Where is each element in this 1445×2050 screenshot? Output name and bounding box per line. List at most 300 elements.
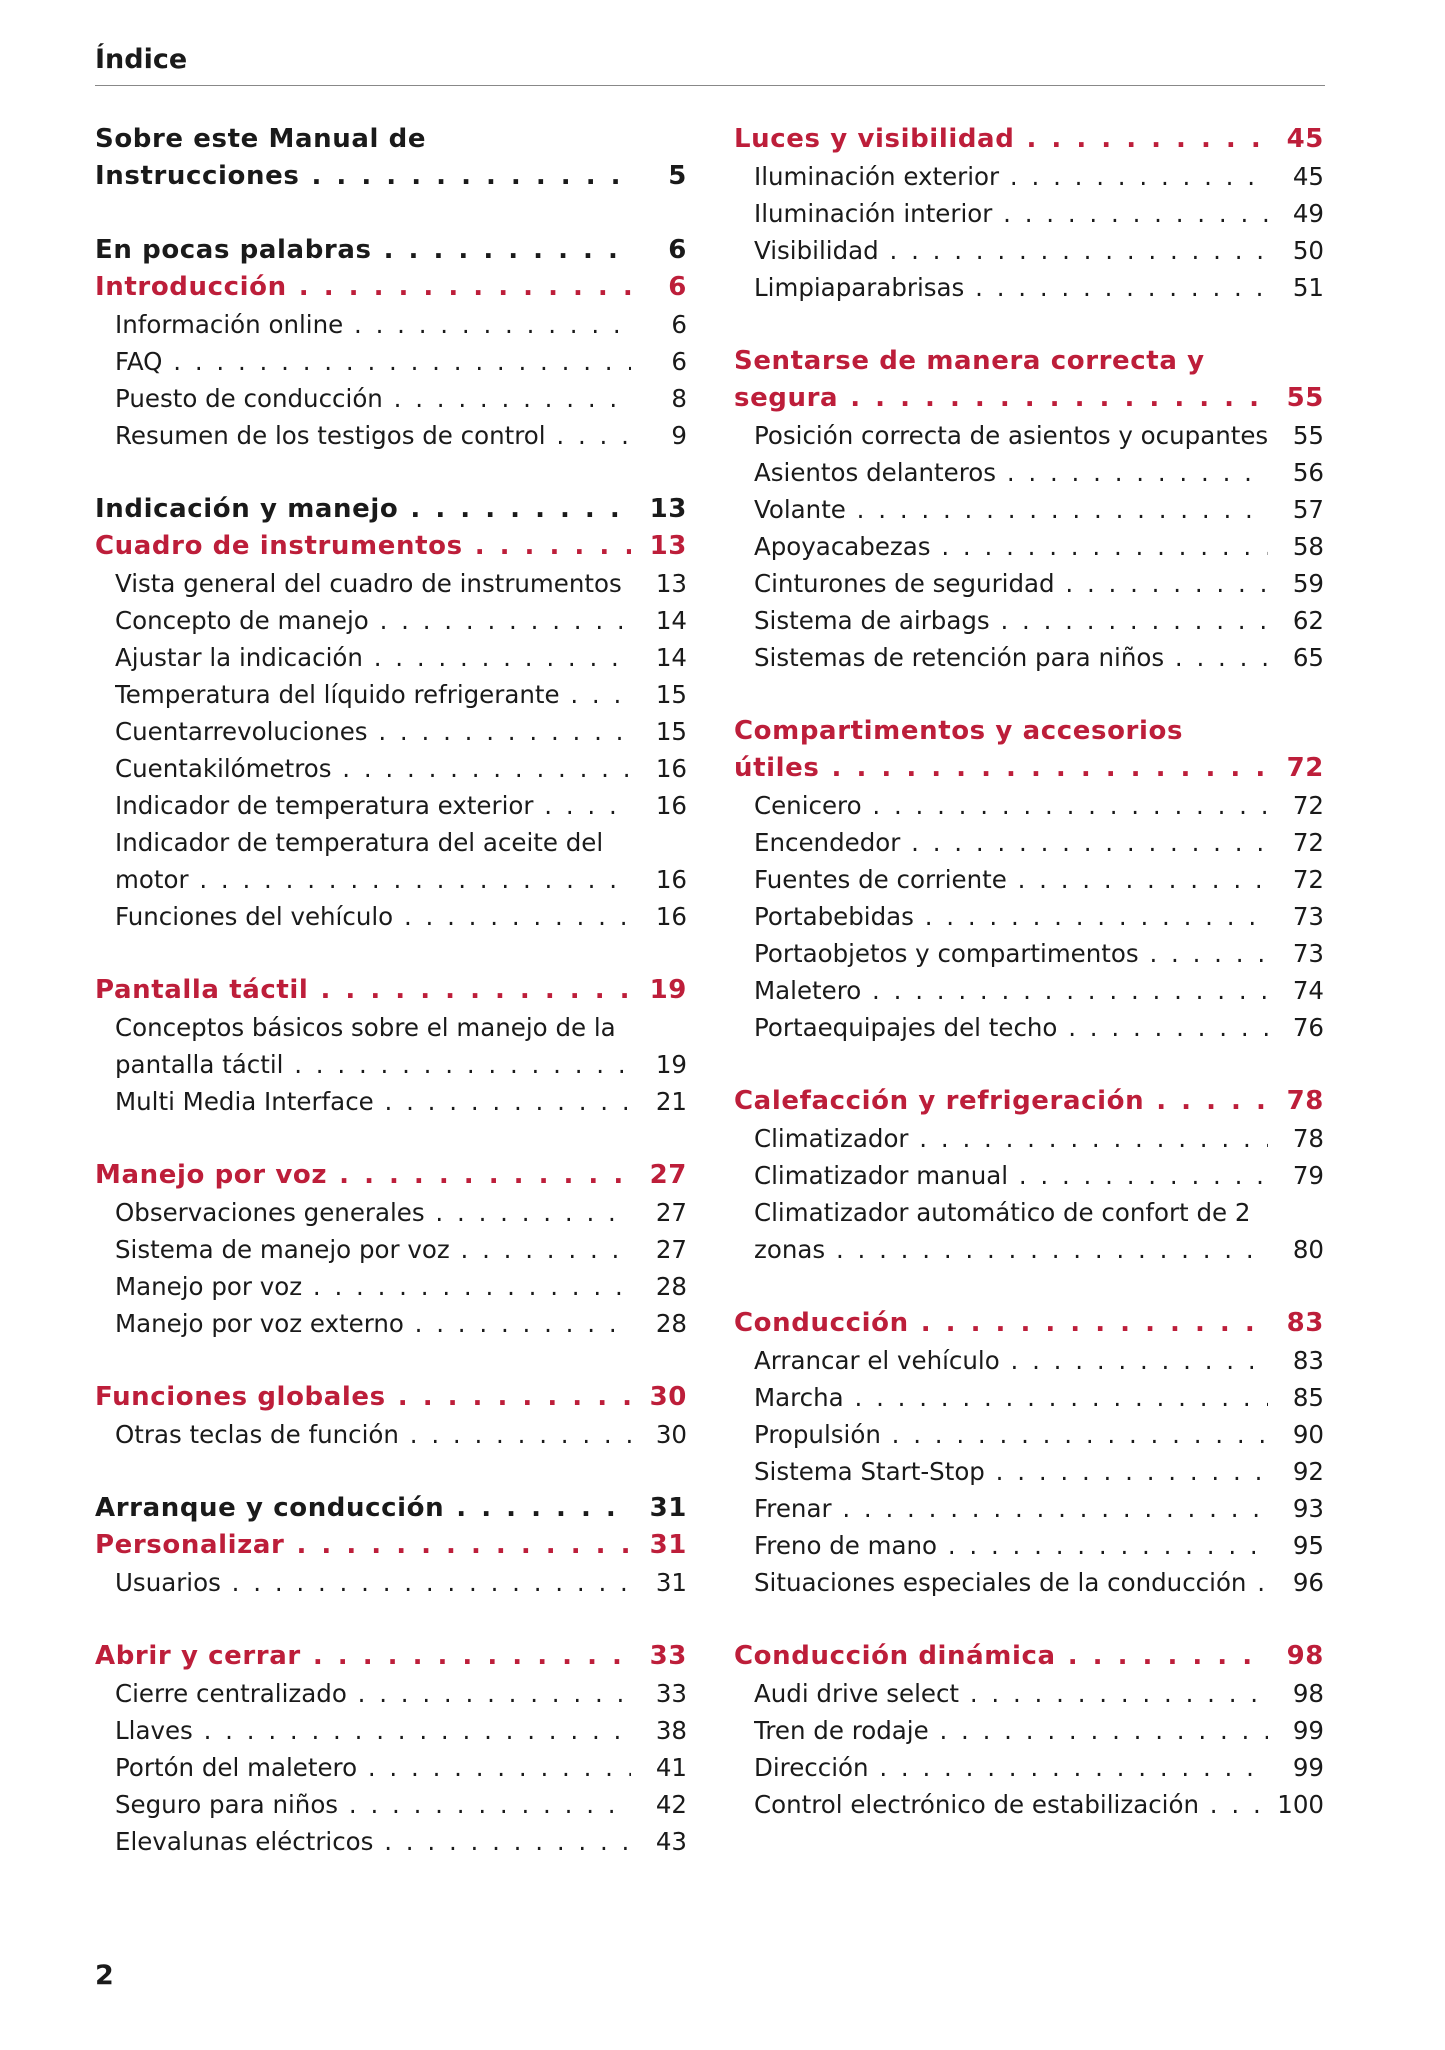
toc-entry-title	[754, 1564, 1268, 1601]
toc-section-entry[interactable]	[95, 380, 687, 417]
toc-entry-title-line: Situaciones especiales de la conducción . . .	[754, 1568, 1268, 1597]
toc-entry-title-line: Dirección . . .	[754, 1753, 1268, 1782]
toc-section-entry[interactable]	[95, 343, 687, 380]
toc-entry-title	[754, 824, 1268, 861]
toc-section-entry[interactable]	[734, 417, 1324, 454]
toc-entry-title-line: Llaves . . .	[115, 1716, 631, 1745]
toc-section-entry[interactable]	[95, 1083, 687, 1120]
toc-entry-title	[754, 528, 1268, 565]
toc-entry-title-line: Multi Media Interface . . .	[115, 1087, 631, 1116]
toc-page-number: 98	[1286, 1641, 1324, 1671]
toc-entry-title	[754, 1490, 1268, 1527]
toc-page-number: 62	[1292, 606, 1324, 635]
toc-spacer	[95, 1601, 687, 1638]
toc-section-entry[interactable]	[95, 1268, 687, 1305]
toc-page-number: 49	[1292, 199, 1324, 228]
toc-entry-title-line: Marcha . . .	[754, 1383, 1268, 1412]
toc-page-number: 13	[655, 569, 687, 598]
toc-section-entry[interactable]	[734, 602, 1324, 639]
toc-section-entry[interactable]	[734, 1453, 1324, 1490]
toc-section-entry[interactable]	[734, 972, 1324, 1009]
toc-section-entry[interactable]	[734, 195, 1324, 232]
toc-entry-title-line: Sobre este Manual de	[95, 124, 427, 154]
toc-page-number: 21	[655, 1087, 687, 1116]
toc-section-entry[interactable]	[95, 898, 687, 935]
toc-entry-title	[115, 1712, 631, 1749]
toc-entry-title-line: Manejo por voz externo . . .	[115, 1309, 631, 1338]
toc-section-entry[interactable]	[734, 1712, 1324, 1749]
toc-entry-title	[95, 121, 631, 195]
toc-section-entry[interactable]	[734, 639, 1324, 676]
toc-entry-title	[115, 343, 631, 380]
toc-section-entry[interactable]	[95, 602, 687, 639]
toc-section-entry[interactable]	[734, 1379, 1324, 1416]
toc-page-number: 42	[655, 1790, 687, 1819]
toc-entry-title	[754, 1009, 1268, 1046]
toc-section-entry[interactable]	[734, 1675, 1324, 1712]
toc-entry-title	[115, 1083, 631, 1120]
toc-entry-title	[754, 417, 1268, 454]
toc-entry-title	[115, 1675, 631, 1712]
toc-page-number: 79	[1292, 1161, 1324, 1190]
toc-entry-title	[115, 306, 631, 343]
toc-section-entry[interactable]	[734, 787, 1324, 824]
toc-entry-title	[754, 1675, 1268, 1712]
toc-entry-title	[754, 1379, 1268, 1416]
toc-page-number: 5	[668, 161, 687, 191]
toc-chapter-entry[interactable]	[95, 528, 687, 565]
toc-right-column	[734, 121, 1324, 1823]
toc-chapter-entry[interactable]	[95, 232, 687, 269]
toc-page-number: 55	[1292, 421, 1324, 450]
toc-page-number: 43	[655, 1827, 687, 1856]
toc-entry-title-line: Manejo por voz . . .	[95, 1160, 631, 1190]
toc-chapter-entry[interactable]	[734, 713, 1324, 787]
toc-chapter-entry[interactable]	[734, 343, 1324, 417]
toc-entry-title-line: Resumen de los testigos de control . . .	[115, 421, 631, 450]
toc-entry-title-line: Sistema de airbags . . .	[754, 606, 1268, 635]
toc-entry-title	[115, 1786, 631, 1823]
toc-entry-title	[754, 1786, 1268, 1823]
toc-page-number: 93	[1292, 1494, 1324, 1523]
toc-entry-title-line: Visibilidad . . .	[754, 236, 1268, 265]
toc-section-entry[interactable]	[95, 1009, 687, 1083]
toc-page-number: 38	[655, 1716, 687, 1745]
toc-entry-title-line: Indicación y manejo . . .	[95, 494, 631, 524]
toc-page-number: 78	[1292, 1124, 1324, 1153]
toc-section-entry[interactable]	[95, 676, 687, 713]
toc-page-number: 33	[649, 1641, 687, 1671]
toc-entry-title-line: Control electrónico de estabilización . . .	[754, 1790, 1268, 1819]
toc-entry-title-line: Sistema Start-Stop . . .	[754, 1457, 1268, 1486]
toc-section-entry[interactable]	[734, 528, 1324, 565]
toc-section-entry[interactable]	[734, 1194, 1324, 1268]
toc-chapter-entry[interactable]	[734, 1083, 1324, 1120]
toc-section-entry[interactable]	[734, 565, 1324, 602]
toc-entry-title	[754, 787, 1268, 824]
toc-section-entry[interactable]	[734, 898, 1324, 935]
toc-chapter-entry[interactable]	[95, 1379, 687, 1416]
toc-spacer	[734, 1268, 1324, 1305]
toc-entry-title	[754, 232, 1268, 269]
toc-entry-title-line: Seguro para niños . . .	[115, 1790, 631, 1819]
toc-section-entry[interactable]	[734, 1342, 1324, 1379]
toc-entry-title	[754, 861, 1268, 898]
toc-section-entry[interactable]	[734, 232, 1324, 269]
toc-page-number: 73	[1292, 939, 1324, 968]
toc-entry-title	[115, 1268, 631, 1305]
toc-entry-title	[754, 1749, 1268, 1786]
toc-entry-title	[95, 1157, 631, 1194]
toc-page-number: 83	[1286, 1308, 1324, 1338]
toc-entry-title-line: Elevalunas eléctricos . . .	[115, 1827, 631, 1856]
toc-spacer	[95, 1342, 687, 1379]
toc-entry-title	[754, 972, 1268, 1009]
toc-spacer	[95, 454, 687, 491]
toc-entry-title-line: Cierre centralizado . . .	[115, 1679, 631, 1708]
toc-page-number: 83	[1292, 1346, 1324, 1375]
toc-page-number: 27	[655, 1198, 687, 1227]
toc-left-column	[95, 121, 687, 1860]
toc-page-number: 55	[1286, 383, 1324, 413]
toc-entry-title	[95, 1638, 631, 1675]
page-title: Índice	[95, 44, 1325, 86]
toc-spacer	[734, 1046, 1324, 1083]
page-number: 2	[95, 1960, 114, 1991]
toc-page-number: 19	[649, 975, 687, 1005]
toc-entry-title	[115, 602, 631, 639]
toc-entry-title	[754, 491, 1268, 528]
toc-page-number: 31	[649, 1530, 687, 1560]
toc-section-entry[interactable]	[95, 417, 687, 454]
toc-entry-title-line: Sentarse de manera correcta y	[734, 346, 1205, 376]
toc-section-entry[interactable]	[95, 1749, 687, 1786]
toc-page-number: 27	[655, 1235, 687, 1264]
toc-entry-title-line: Otras teclas de función . . .	[115, 1420, 631, 1449]
toc-entry-title-line: Volante . . .	[754, 495, 1268, 524]
toc-entry-title	[95, 1490, 631, 1527]
toc-page-number: 74	[1292, 976, 1324, 1005]
toc-entry-title-line: Audi drive select . . .	[754, 1679, 1268, 1708]
toc-page-number: 57	[1292, 495, 1324, 524]
toc-entry-title	[95, 1527, 631, 1564]
toc-section-entry[interactable]	[95, 1194, 687, 1231]
toc-entry-title-line: Posición correcta de asientos y ocupantes . . .	[754, 421, 1268, 450]
toc-entry-title-line: Conducción . . .	[734, 1308, 1268, 1338]
toc-chapter-entry[interactable]	[95, 1527, 687, 1564]
toc-page-number: 28	[655, 1272, 687, 1301]
toc-entry-title	[754, 898, 1268, 935]
toc-page-number: 95	[1292, 1531, 1324, 1560]
toc-section-entry[interactable]	[95, 306, 687, 343]
toc-page-number: 72	[1292, 791, 1324, 820]
toc-entry-title-line: Limpiaparabrisas . . .	[754, 273, 1268, 302]
toc-entry-title	[95, 269, 631, 306]
toc-entry-title-line: Portaobjetos y compartimentos . . .	[754, 939, 1268, 968]
toc-page-number: 13	[649, 494, 687, 524]
toc-entry-title	[115, 417, 631, 454]
toc-entry-title-line: Vista general del cuadro de instrumentos . . .	[115, 569, 631, 598]
toc-page-number: 78	[1286, 1086, 1324, 1116]
toc-chapter-entry[interactable]	[95, 1638, 687, 1675]
toc-entry-title	[754, 1157, 1268, 1194]
toc-section-entry[interactable]	[734, 1527, 1324, 1564]
toc-spacer	[734, 1601, 1324, 1638]
toc-chapter-entry[interactable]	[95, 269, 687, 306]
toc-entry-title-line: Encendedor . . .	[754, 828, 1268, 857]
toc-entry-title	[115, 824, 631, 898]
toc-page-number: 33	[655, 1679, 687, 1708]
toc-entry-title	[734, 343, 1268, 417]
toc-page-number: 45	[1292, 162, 1324, 191]
toc-entry-title-line: Manejo por voz . . .	[115, 1272, 631, 1301]
toc-page-number: 6	[671, 310, 687, 339]
toc-entry-title-line: Cuentakilómetros . . .	[115, 754, 631, 783]
toc-chapter-entry[interactable]	[734, 1305, 1324, 1342]
toc-entry-title-line: útiles . . .	[734, 753, 1268, 783]
toc-entry-title-line: Climatizador . . .	[754, 1124, 1268, 1153]
toc-entry-title-line: Cuadro de instrumentos . . .	[95, 531, 631, 561]
toc-page-number: 16	[655, 791, 687, 820]
toc-section-entry[interactable]	[734, 861, 1324, 898]
toc-page-number: 73	[1292, 902, 1324, 931]
toc-page-number: 72	[1292, 865, 1324, 894]
toc-page-number: 28	[655, 1309, 687, 1338]
toc-entry-title-line: Conducción dinámica . . .	[734, 1641, 1268, 1671]
toc-section-entry[interactable]	[734, 491, 1324, 528]
toc-section-entry[interactable]	[95, 750, 687, 787]
toc-entry-title-line: Fuentes de corriente . . .	[754, 865, 1268, 894]
toc-section-entry[interactable]	[95, 639, 687, 676]
toc-entry-title	[115, 1416, 631, 1453]
toc-entry-title-line: Información online . . .	[115, 310, 631, 339]
toc-entry-title-line: Portabebidas . . .	[754, 902, 1268, 931]
toc-section-entry[interactable]	[95, 1305, 687, 1342]
toc-page-number: 58	[1292, 532, 1324, 561]
toc-chapter-entry[interactable]	[95, 1490, 687, 1527]
toc-entry-title-line: Sistemas de retención para niños . . .	[754, 643, 1268, 672]
toc-page-number: 30	[649, 1382, 687, 1412]
toc-section-entry[interactable]	[95, 1823, 687, 1860]
toc-section-entry[interactable]	[734, 824, 1324, 861]
toc-spacer	[734, 676, 1324, 713]
toc-entry-title-line: Tren de rodaje . . .	[754, 1716, 1268, 1745]
toc-entry-title	[95, 972, 631, 1009]
toc-page-number: 85	[1292, 1383, 1324, 1412]
toc-entry-title-line: Pantalla táctil . . .	[95, 975, 631, 1005]
toc-entry-title-line: pantalla táctil . . .	[115, 1050, 631, 1079]
toc-entry-title-line: Portón del maletero . . .	[115, 1753, 631, 1782]
toc-section-entry[interactable]	[734, 1157, 1324, 1194]
toc-page-number: 99	[1292, 1753, 1324, 1782]
toc-entry-title-line: Observaciones generales . . .	[115, 1198, 631, 1227]
toc-entry-title-line: Climatizador automático de confort de 2	[754, 1198, 1251, 1227]
toc-entry-title	[115, 1305, 631, 1342]
toc-entry-title	[115, 1564, 631, 1601]
toc-spacer	[734, 306, 1324, 343]
toc-section-entry[interactable]	[95, 565, 687, 602]
toc-entry-title	[754, 639, 1268, 676]
toc-page-number: 6	[668, 235, 687, 265]
toc-page-number: 41	[655, 1753, 687, 1782]
toc-entry-title	[754, 1416, 1268, 1453]
toc-entry-title	[95, 528, 631, 565]
toc-page-number: 8	[671, 384, 687, 413]
toc-section-entry[interactable]	[95, 713, 687, 750]
toc-entry-title	[95, 491, 631, 528]
toc-section-entry[interactable]	[734, 1749, 1324, 1786]
toc-entry-title	[754, 195, 1268, 232]
toc-section-entry[interactable]	[95, 1416, 687, 1453]
toc-page-number: 98	[1292, 1679, 1324, 1708]
toc-page-number: 9	[671, 421, 687, 450]
toc-section-entry[interactable]	[734, 1120, 1324, 1157]
toc-entry-title	[95, 1379, 631, 1416]
toc-section-entry[interactable]	[95, 1712, 687, 1749]
toc-page-number: 92	[1292, 1457, 1324, 1486]
toc-entry-title-line: Ajustar la indicación . . .	[115, 643, 631, 672]
toc-chapter-entry[interactable]	[95, 491, 687, 528]
toc-entry-title-line: Iluminación exterior . . .	[754, 162, 1268, 191]
toc-page-number: 6	[671, 347, 687, 376]
toc-page-number: 99	[1292, 1716, 1324, 1745]
toc-entry-title-line: Instrucciones . . .	[95, 161, 631, 191]
toc-page-number: 90	[1292, 1420, 1324, 1449]
toc-entry-title	[115, 676, 631, 713]
toc-section-entry[interactable]	[95, 1564, 687, 1601]
toc-page-number: 27	[649, 1160, 687, 1190]
toc-entry-title-line: Compartimentos y accesorios	[734, 716, 1184, 746]
toc-entry-title-line: Puesto de conducción . . .	[115, 384, 631, 413]
toc-entry-title	[754, 1527, 1268, 1564]
toc-spacer	[95, 1453, 687, 1490]
toc-section-entry[interactable]	[734, 269, 1324, 306]
toc-page-number: 80	[1292, 1235, 1324, 1264]
toc-page-number: 14	[655, 643, 687, 672]
toc-entry-title	[754, 1194, 1268, 1268]
toc-entry-title-line: Maletero . . .	[754, 976, 1268, 1005]
toc-spacer	[95, 195, 687, 232]
toc-page-number: 16	[655, 902, 687, 931]
toc-page-number: 31	[655, 1568, 687, 1597]
toc-entry-title	[115, 1194, 631, 1231]
toc-entry-title-line: Frenar . . .	[754, 1494, 1268, 1523]
toc-page-number: 65	[1292, 643, 1324, 672]
toc-section-entry[interactable]	[734, 1490, 1324, 1527]
toc-chapter-entry[interactable]	[95, 121, 687, 195]
toc-entry-title-line: Concepto de manejo . . .	[115, 606, 631, 635]
toc-entry-title-line: Cuentarrevoluciones . . .	[115, 717, 631, 746]
toc-section-entry[interactable]	[734, 935, 1324, 972]
toc-section-entry[interactable]	[95, 824, 687, 898]
toc-entry-title	[115, 898, 631, 935]
toc-section-entry[interactable]	[734, 1009, 1324, 1046]
toc-entry-title	[734, 1305, 1268, 1342]
toc-entry-title	[115, 639, 631, 676]
toc-page-number: 96	[1292, 1568, 1324, 1597]
toc-entry-title	[115, 380, 631, 417]
toc-section-entry[interactable]	[734, 158, 1324, 195]
toc-entry-title-line: zonas . . .	[754, 1235, 1268, 1264]
toc-page-number: 19	[655, 1050, 687, 1079]
toc-entry-title	[734, 1083, 1268, 1120]
toc-page-number: 13	[649, 531, 687, 561]
toc-page-number: 16	[655, 865, 687, 894]
toc-entry-title-line: Cinturones de seguridad . . .	[754, 569, 1268, 598]
toc-entry-title-line: Portaequipajes del techo . . .	[754, 1013, 1268, 1042]
toc-page-number: 100	[1277, 1790, 1324, 1819]
toc-entry-title	[754, 565, 1268, 602]
toc-entry-title-line: Conceptos básicos sobre el manejo de la	[115, 1013, 616, 1042]
toc-entry-title	[754, 269, 1268, 306]
toc-page-number: 15	[655, 717, 687, 746]
toc-section-entry[interactable]	[95, 1675, 687, 1712]
toc-entry-title	[115, 787, 631, 824]
toc-entry-title	[754, 602, 1268, 639]
toc-entry-title	[115, 713, 631, 750]
toc-entry-title-line: Propulsión . . .	[754, 1420, 1268, 1449]
toc-page-number: 6	[668, 272, 687, 302]
toc-entry-title	[115, 1231, 631, 1268]
toc-entry-title	[734, 121, 1268, 158]
toc-entry-title-line: FAQ . . .	[115, 347, 631, 376]
toc-entry-title-line: Temperatura del líquido refrigerante . . .	[115, 680, 631, 709]
toc-section-entry[interactable]	[95, 787, 687, 824]
toc-chapter-entry[interactable]	[734, 1638, 1324, 1675]
toc-entry-title-line: Iluminación interior . . .	[754, 199, 1268, 228]
toc-section-entry[interactable]	[95, 1786, 687, 1823]
toc-page-number: 31	[649, 1493, 687, 1523]
toc-spacer	[95, 1120, 687, 1157]
toc-page-number: 16	[655, 754, 687, 783]
toc-section-entry[interactable]	[95, 1231, 687, 1268]
toc-entry-title	[115, 750, 631, 787]
toc-entry-title-line: Indicador de temperatura exterior . . .	[115, 791, 631, 820]
toc-entry-title-line: Calefacción y refrigeración . . .	[734, 1086, 1268, 1116]
toc-chapter-entry[interactable]	[95, 1157, 687, 1194]
toc-spacer	[95, 935, 687, 972]
toc-page-number: 45	[1286, 124, 1324, 154]
toc-entry-title-line: En pocas palabras . . .	[95, 235, 631, 265]
toc-page-number: 50	[1292, 236, 1324, 265]
toc-entry-title-line: Arranque y conducción . . .	[95, 1493, 631, 1523]
toc-chapter-entry[interactable]	[734, 121, 1324, 158]
toc-section-entry[interactable]	[734, 454, 1324, 491]
toc-page-number: 15	[655, 680, 687, 709]
toc-entry-title-line: Luces y visibilidad . . .	[734, 124, 1268, 154]
toc-entry-title-line: Apoyacabezas . . .	[754, 532, 1268, 561]
toc-section-entry[interactable]	[734, 1786, 1324, 1823]
toc-entry-title	[734, 713, 1268, 787]
toc-entry-title	[754, 1453, 1268, 1490]
toc-section-entry[interactable]	[734, 1564, 1324, 1601]
toc-entry-title-line: Introducción . . .	[95, 272, 631, 302]
toc-entry-title-line: segura . . .	[734, 383, 1268, 413]
toc-page-number: 51	[1292, 273, 1324, 302]
toc-entry-title	[754, 158, 1268, 195]
toc-page-number: 59	[1292, 569, 1324, 598]
toc-entry-title	[115, 1749, 631, 1786]
toc-entry-title-line: Funciones del vehículo . . .	[115, 902, 631, 931]
toc-chapter-entry[interactable]	[95, 972, 687, 1009]
toc-entry-title	[115, 565, 631, 602]
toc-entry-title	[754, 454, 1268, 491]
toc-entry-title-line: Freno de mano . . .	[754, 1531, 1268, 1560]
toc-entry-title-line: Usuarios . . .	[115, 1568, 631, 1597]
toc-section-entry[interactable]	[734, 1416, 1324, 1453]
toc-entry-title	[754, 1712, 1268, 1749]
toc-entry-title	[754, 1342, 1268, 1379]
